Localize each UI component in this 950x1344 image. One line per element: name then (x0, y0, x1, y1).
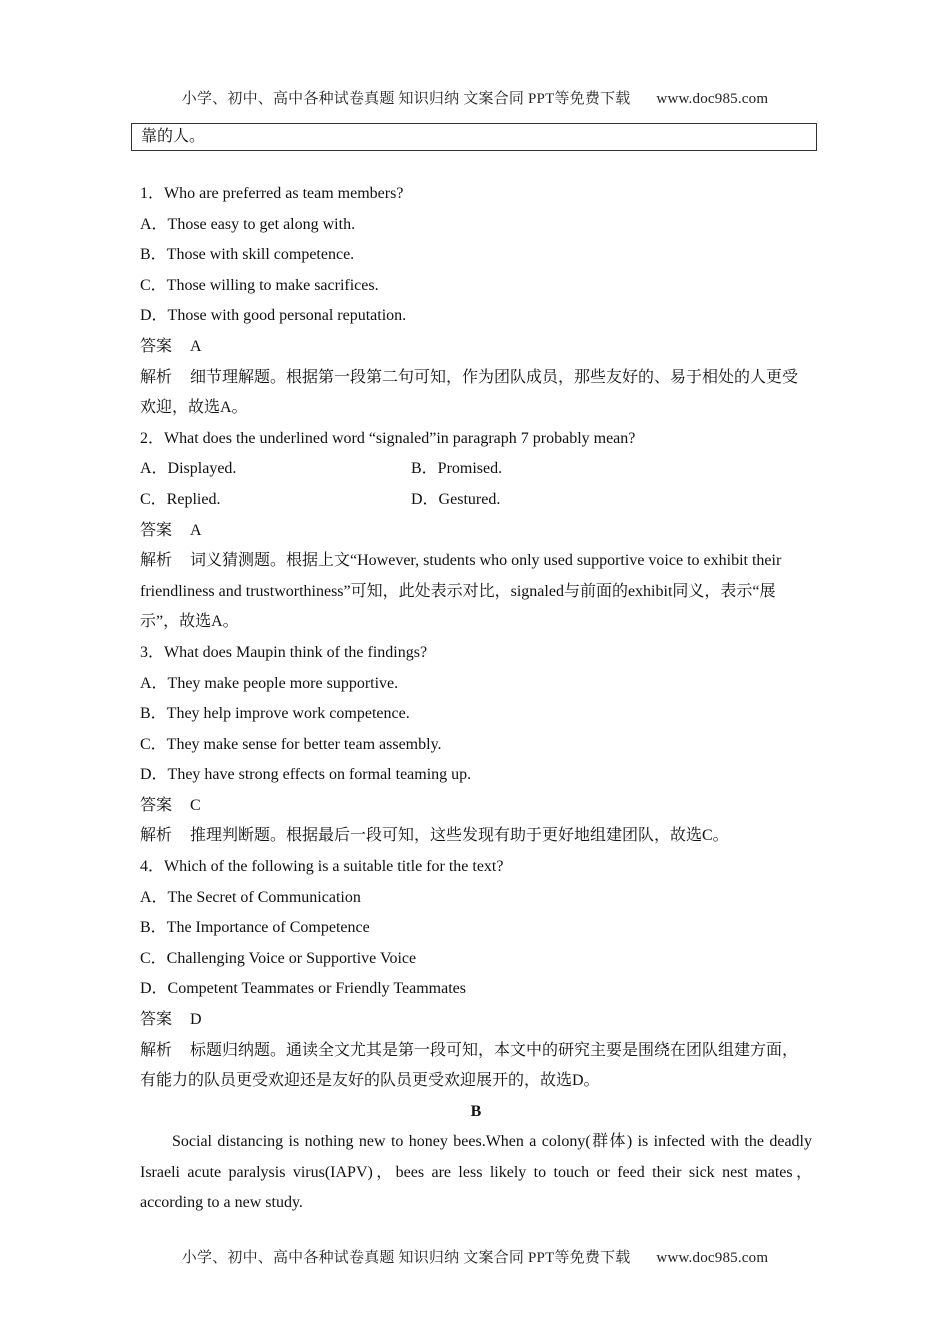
q2-options-row-2 (140, 485, 812, 516)
document-body (140, 179, 812, 1218)
page-footer (0, 1246, 950, 1267)
header-site: www.doc985.com (656, 91, 769, 107)
q2-answer (140, 516, 812, 547)
q3-analysis (140, 821, 812, 852)
analysis-text: 标题归纳题。通读全文尤其是第一段可知，本文中的研究主要是围绕在团队组建方面，有能力的队员更受欢迎还是友好的队员更受欢迎展开的，故选D。 (140, 1041, 799, 1090)
q2-option-a: A．Displayed. (140, 460, 237, 478)
answer-label: 答案 (140, 337, 173, 355)
answer-label: 答案 (140, 1011, 173, 1029)
q3-option-b: B．They help improve work competence. (140, 705, 410, 723)
q1-answer (140, 332, 812, 363)
section-b-heading: B (470, 1102, 482, 1120)
q2-option-c: C．Replied. (140, 490, 221, 508)
q4-option-a: A．The Secret of Communication (140, 888, 361, 906)
q2-options-row-1 (140, 454, 812, 485)
footer-text: 小学、初中、高中各种试卷真题 知识归纳 文案合同 PPT等免费下载 (181, 1250, 631, 1266)
footer-site: www.doc985.com (656, 1250, 769, 1266)
q1-analysis (140, 363, 812, 424)
q3-option-d: D．They have strong effects on formal teaming up. (140, 766, 472, 784)
analysis-label: 解析 (140, 1041, 173, 1059)
q4-answer (140, 1005, 812, 1036)
header-text: 小学、初中、高中各种试卷真题 知识归纳 文案合同 PPT等免费下载 (181, 91, 631, 107)
answer-value: D (190, 1011, 202, 1029)
answer-value: A (190, 337, 202, 355)
q1-option-c: C．Those willing to make sacrifices. (140, 276, 379, 294)
question-3: 3．What does Maupin think of the findings? (140, 643, 428, 661)
analysis-text: 推理判断题。根据最后一段可知，这些发现有助于更好地组建团队，故选C。 (190, 827, 729, 845)
answer-label: 答案 (140, 521, 173, 539)
analysis-text: 词义猜测题。根据上文“However, students who only used supportive voice to exhibit their friendliness and trustworthiness”可知，此处表示对比，signaled与前面的exhibit同义，表示“展示”，故选A。 (140, 552, 782, 631)
analysis-text: 细节理解题。根据第一段第二句可知，作为团队成员，那些友好的、易于相处的人更受欢迎，故选A。 (140, 368, 799, 417)
answer-label: 答案 (140, 796, 173, 814)
q4-option-b: B．The Importance of Competence (140, 919, 370, 937)
analysis-label: 解析 (140, 552, 173, 570)
analysis-label: 解析 (140, 827, 173, 845)
section-b-passage: Social distancing is nothing new to honey bees.When a colony(群体) is infected with the deadly Israeli acute paralysis virus(IAPV)，bees are less likely to touch or feed their sick nest mates，according to a new study. (140, 1133, 812, 1211)
question-4: 4．Which of the following is a suitable title for the text? (140, 858, 504, 876)
q4-option-c: C．Challenging Voice or Supportive Voice (140, 949, 417, 967)
q3-answer (140, 791, 812, 822)
question-1: 1．Who are preferred as team members? (140, 185, 404, 202)
answer-value: A (190, 521, 202, 539)
question-2: 2．What does the underlined word “signaled”in paragraph 7 probably mean? (140, 429, 636, 447)
boxed-text: 靠的人。 (131, 123, 817, 151)
q2-option-b: B．Promised. (411, 460, 503, 478)
analysis-label: 解析 (140, 368, 173, 386)
q1-option-a: A．Those easy to get along with. (140, 215, 356, 233)
answer-value: C (190, 796, 201, 814)
q3-option-c: C．They make sense for better team assembly. (140, 735, 442, 753)
q2-analysis (140, 546, 812, 638)
q1-option-b: B．Those with skill competence. (140, 246, 355, 264)
page-header (0, 87, 950, 108)
q3-option-a: A．They make people more supportive. (140, 674, 399, 692)
q2-option-d: D．Gestured. (411, 490, 501, 508)
q4-analysis (140, 1036, 812, 1097)
q1-option-d: D．Those with good personal reputation. (140, 307, 407, 325)
q4-option-d: D．Competent Teammates or Friendly Teammates (140, 980, 466, 998)
